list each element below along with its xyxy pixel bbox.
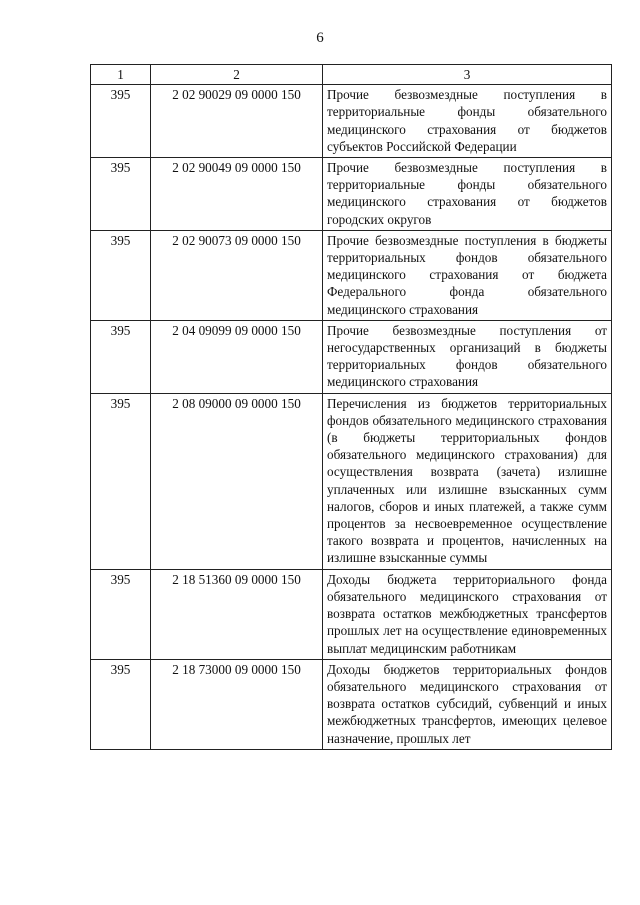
revenue-name-cell: Прочие безвозмездные поступления в территориальные фонды обязательного медицинского страхования от бюджетов субъектов Российской Федерации <box>323 85 612 158</box>
table-header-row <box>91 65 612 85</box>
revenue-name-cell: Перечисления из бюджетов территориальных фондов обязательного медицинского страхования (в бюджеты территориальных фондов обязательного медицинского страхования) для осуществления возврата (зачета) излишне уплаченных или излишне взысканных сумм налогов, сборов и иных платежей, а также сумм процентов за несвоевременное осуществление такого возврата и процентов, начисленных на излишне взысканные суммы <box>323 393 612 569</box>
revenue-name-cell: Прочие безвозмездные поступления от негосударственных организаций в бюджеты территориальных фондов обязательного медицинского страхования <box>323 320 612 393</box>
revenue-name-cell: Доходы бюджета территориального фонда обязательного медицинского страхования от возврата остатков межбюджетных трансфертов прошлых лет на осуществление единовременных выплат медицинским работникам <box>323 569 612 659</box>
admin-code-cell: 395 <box>91 393 151 569</box>
table-row <box>91 85 612 158</box>
table-row <box>91 158 612 231</box>
table-row <box>91 320 612 393</box>
admin-code-cell: 395 <box>91 659 151 749</box>
kbk-code-cell: 2 04 09099 09 0000 150 <box>151 320 323 393</box>
kbk-code-cell: 2 18 51360 09 0000 150 <box>151 569 323 659</box>
revenue-codes-table <box>90 64 612 750</box>
column-header-2: 2 <box>151 65 323 85</box>
admin-code-cell: 395 <box>91 158 151 231</box>
kbk-code-cell: 2 08 09000 09 0000 150 <box>151 393 323 569</box>
admin-code-cell: 395 <box>91 569 151 659</box>
kbk-code-cell: 2 02 90029 09 0000 150 <box>151 85 323 158</box>
table-row <box>91 230 612 320</box>
table-row <box>91 569 612 659</box>
admin-code-cell: 395 <box>91 85 151 158</box>
kbk-code-cell: 2 18 73000 09 0000 150 <box>151 659 323 749</box>
page-number: 6 <box>316 30 324 46</box>
column-header-1: 1 <box>91 65 151 85</box>
kbk-code-cell: 2 02 90049 09 0000 150 <box>151 158 323 231</box>
column-header-3: 3 <box>323 65 612 85</box>
kbk-code-cell: 2 02 90073 09 0000 150 <box>151 230 323 320</box>
admin-code-cell: 395 <box>91 230 151 320</box>
revenue-name-cell: Доходы бюджетов территориальных фондов обязательного медицинского страхования от возврата остатков субсидий, субвенций и иных межбюджетных трансфертов, имеющих целевое назначение, прошлых лет <box>323 659 612 749</box>
revenue-name-cell: Прочие безвозмездные поступления в территориальные фонды обязательного медицинского страхования от бюджетов городских округов <box>323 158 612 231</box>
revenue-name-cell: Прочие безвозмездные поступления в бюджеты территориальных фондов обязательного медицинского страхования от бюджета Федерального фонда обязательного медицинского страхования <box>323 230 612 320</box>
admin-code-cell: 395 <box>91 320 151 393</box>
table-row <box>91 659 612 749</box>
table-row <box>91 393 612 569</box>
